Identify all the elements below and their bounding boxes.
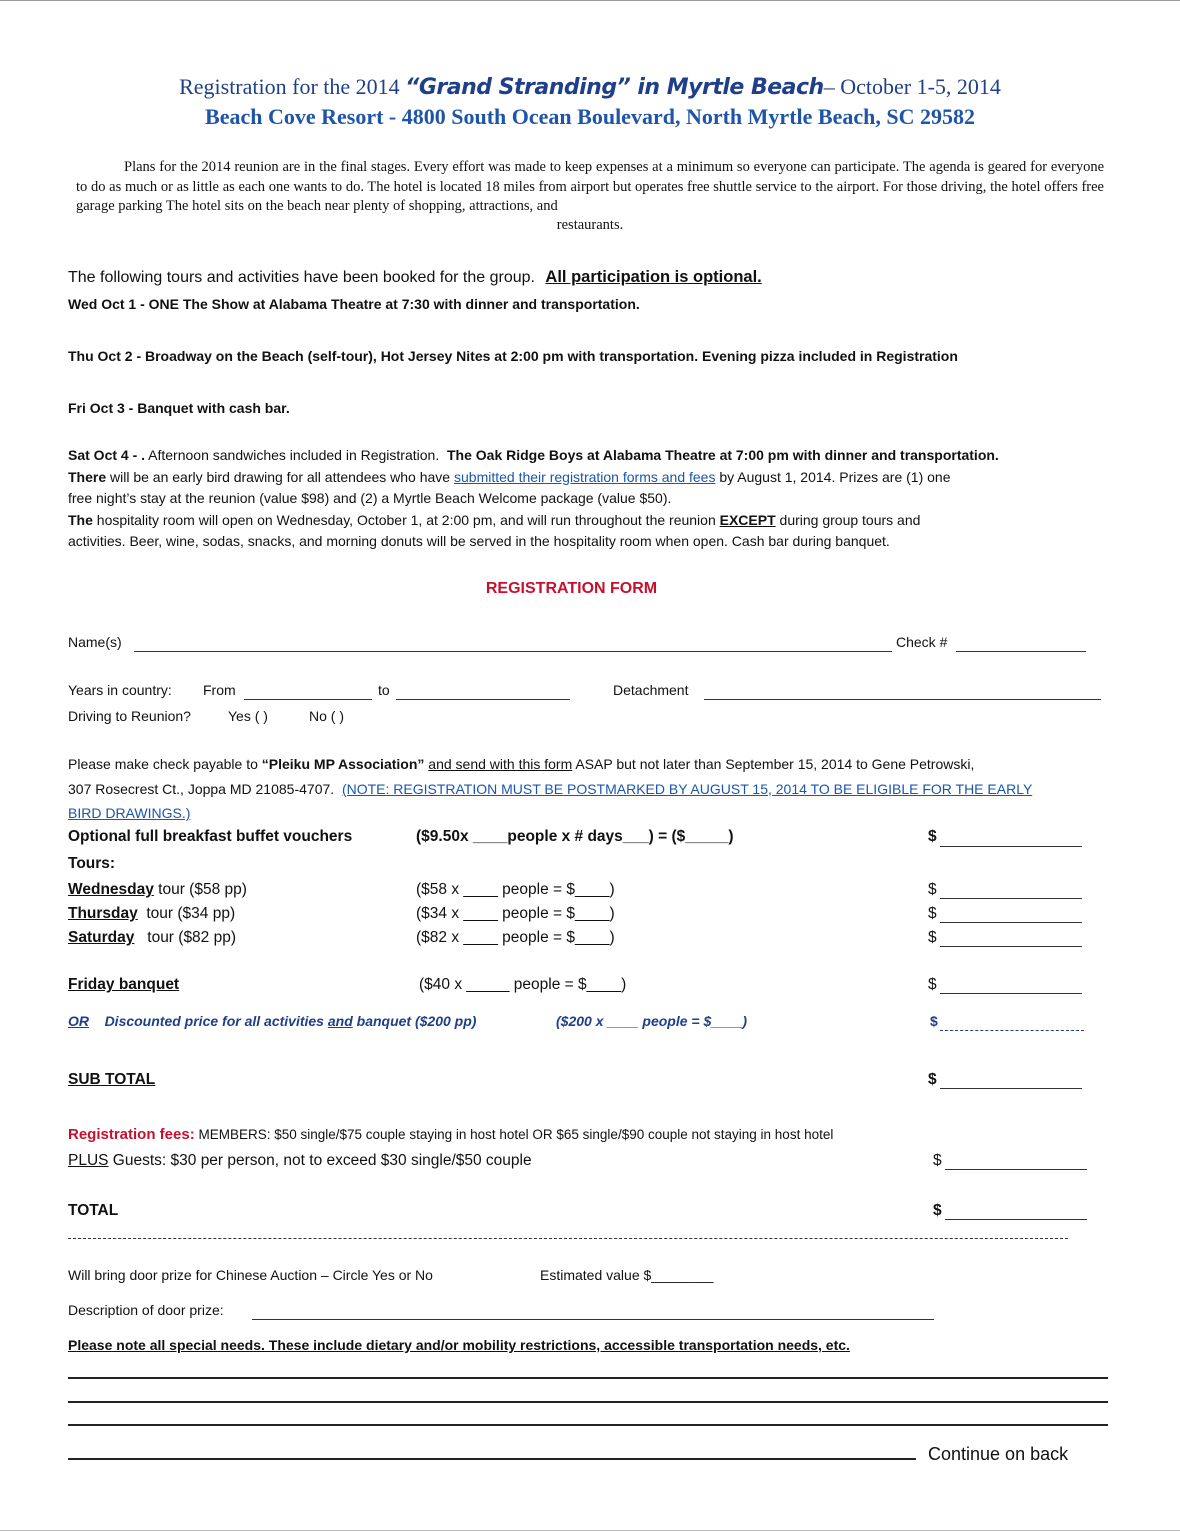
hosp-except: EXCEPT xyxy=(719,511,776,528)
payable-send: and send with this form xyxy=(428,756,573,772)
subtotal-label: SUB TOTAL xyxy=(68,1071,156,1088)
section-divider xyxy=(68,1238,1068,1239)
tour-saturday-amount[interactable] xyxy=(940,946,1082,947)
title-prefix: Registration for the 2014 xyxy=(179,74,406,99)
payable-b: ASAP but not later than September 15, 2014 to Gene Petrowski, xyxy=(572,756,975,772)
there-b: by August 1, 2014. Prizes are (1) one xyxy=(715,468,951,485)
tour-saturday-dollar: $ xyxy=(928,929,937,946)
page-top-border xyxy=(0,0,1180,1)
door-prize-line[interactable]: Will bring door prize for Chinese Auction – Circle Yes or No xyxy=(68,1267,433,1283)
activities-lead-text: The following tours and activities have been booked for the group. xyxy=(68,269,535,286)
special-needs-line-2[interactable] xyxy=(68,1401,1108,1403)
description-label: Description of door prize: xyxy=(68,1302,224,1318)
postmark-note-end[interactable]: BIRD DRAWINGS.) xyxy=(68,805,191,821)
tour-saturday-desc: tour ($82 pp) xyxy=(134,929,237,946)
activity-fri: Fri Oct 3 - Banquet with cash bar. xyxy=(68,400,290,416)
early-bird-prizes: free night’s stay at the reunion (value $98) and (2) a Myrtle Beach Welcome package (value $50). xyxy=(68,490,672,506)
there-a: will be an early bird drawing for all attendees who have xyxy=(106,468,454,485)
total-label: TOTAL xyxy=(68,1202,119,1219)
total-dollar: $ xyxy=(933,1202,942,1219)
years-to-field[interactable] xyxy=(396,699,570,700)
tour-wednesday xyxy=(68,881,247,899)
early-bird-line xyxy=(68,467,1118,489)
tour-wednesday-dollar: $ xyxy=(928,881,937,898)
driving-label: Driving to Reunion? xyxy=(68,708,191,724)
sat-label: Sat Oct 4 - . xyxy=(68,447,146,463)
guests-text: Guests: $30 per person, not to exceed $30 single/$50 couple xyxy=(108,1152,532,1169)
guests-line xyxy=(68,1152,532,1170)
tour-wednesday-desc: tour ($58 pp) xyxy=(153,881,247,898)
breakfast-amount-field[interactable] xyxy=(940,846,1082,847)
plus-label: PLUS xyxy=(68,1152,109,1169)
special-needs-line-3[interactable] xyxy=(68,1424,1108,1426)
tour-saturday-day: Saturday xyxy=(68,929,135,946)
activity-wed: Wed Oct 1 - ONE The Show at Alabama Theatre at 7:30 with dinner and transportation. xyxy=(68,296,640,312)
driving-yes-option[interactable]: Yes ( ) xyxy=(228,708,268,724)
special-needs-note: Please note all special needs. These include dietary and/or mobility restrictions, accessible transportation needs, etc. xyxy=(68,1337,850,1353)
hosp-b: during group tours and xyxy=(775,511,921,528)
from-label: From xyxy=(203,682,236,698)
hosp-a: hospitality room will open on Wednesday, October 1, at 2:00 pm, and will run throughout the reunion xyxy=(92,511,720,528)
discount-b: banquet ($200 pp) xyxy=(352,1013,477,1029)
estimated-value[interactable]: Estimated value $________ xyxy=(540,1267,714,1283)
to-label: to xyxy=(378,682,390,698)
or-label: OR xyxy=(68,1013,89,1029)
banquet-formula: ($40 x _____ people = $____) xyxy=(419,976,627,993)
tour-wednesday-formula: ($58 x ____ people = $____) xyxy=(416,881,615,898)
names-label: Name(s) xyxy=(68,634,122,650)
address-line xyxy=(68,777,1118,802)
hosp-bold: The xyxy=(68,511,93,528)
subtotal-amount[interactable] xyxy=(940,1088,1082,1089)
payable-line xyxy=(68,752,1118,777)
breakfast-dollar: $ xyxy=(928,828,937,845)
hospitality-line-2: activities. Beer, wine, sodas, snacks, and morning donuts will be served in the hospitality room when open. Cash bar during banquet. xyxy=(68,533,890,549)
detachment-label: Detachment xyxy=(613,682,689,698)
guests-amount[interactable] xyxy=(945,1169,1087,1170)
discount-and: and xyxy=(327,1013,353,1029)
registration-form-heading: REGISTRATION FORM xyxy=(485,580,658,597)
tour-thursday-desc: tour ($34 pp) xyxy=(137,905,236,922)
tour-saturday xyxy=(68,929,236,947)
optional-note: All participation is optional. xyxy=(545,268,762,286)
names-field[interactable] xyxy=(134,651,892,652)
continue-on-back: Continue on back xyxy=(928,1444,1069,1464)
registration-fees-line xyxy=(68,1126,833,1143)
sat-oak-ridge: The Oak Ridge Boys at Alabama Theatre at 7:00 pm with dinner and transportation. xyxy=(447,447,999,463)
breakfast-label: Optional full breakfast buffet vouchers xyxy=(68,828,353,845)
total-amount[interactable] xyxy=(945,1219,1087,1220)
discount-line xyxy=(68,1013,476,1029)
mailing-address: 307 Rosecrest Ct., Joppa MD 21085-4707. xyxy=(68,780,335,797)
discount-amount[interactable] xyxy=(940,1030,1084,1031)
discount-formula: ($200 x ____ people = $____) xyxy=(556,1013,748,1029)
breakfast-formula: ($9.50x ____people x # days___) = ($_____) xyxy=(416,828,734,845)
special-needs-line-1[interactable] xyxy=(68,1377,1108,1379)
check-label: Check # xyxy=(896,634,948,650)
years-from-field[interactable] xyxy=(244,699,372,700)
intro-paragraph: Plans for the 2014 reunion are in the final stages. Every effort was made to keep expenses at a minimum so everyone can participate. The agenda is geared for everyone to do as much or as little as each one wants to do. The hotel is located 18 miles from airport but operates free shuttle service to the airport. For those driving, the hotel offers free garage parking The hotel sits on the beach near plenty of shopping, attractions, and xyxy=(76,159,1104,214)
page-title xyxy=(0,74,1180,100)
registration-fees-label: Registration fees: xyxy=(68,1126,195,1143)
detachment-field[interactable] xyxy=(704,699,1101,700)
tour-saturday-formula: ($82 x ____ people = $____) xyxy=(416,929,615,946)
tour-thursday-dollar: $ xyxy=(928,905,937,922)
banquet-dollar: $ xyxy=(928,976,937,993)
activities-lead xyxy=(68,268,762,287)
years-label: Years in country: xyxy=(68,682,172,698)
there-bold: There xyxy=(68,468,107,485)
activity-sat xyxy=(68,445,1118,467)
tour-wednesday-day: Wednesday xyxy=(68,881,154,898)
tour-thursday-formula: ($34 x ____ people = $____) xyxy=(416,905,615,922)
postmark-note[interactable]: (NOTE: REGISTRATION MUST BE POSTMARKED BY AUGUST 15, 2014 TO BE ELIGIBLE FOR THE EARLY xyxy=(341,780,1033,797)
registration-fees-text: MEMBERS: $50 single/$75 couple staying in host hotel OR $65 single/$90 couple not staying in host hotel xyxy=(194,1127,834,1142)
sat-sandwiches: Afternoon sandwiches included in Registration. xyxy=(145,447,440,463)
subtotal-dollar: $ xyxy=(928,1071,937,1088)
banquet-amount[interactable] xyxy=(940,993,1082,994)
banquet-label: Friday banquet xyxy=(68,976,180,993)
description-field[interactable] xyxy=(252,1319,934,1320)
check-number-field[interactable] xyxy=(956,651,1086,652)
title-event: “Grand Stranding” in Myrtle Beach xyxy=(405,75,824,100)
title-suffix: – October 1-5, 2014 xyxy=(823,74,1001,99)
activity-thu: Thu Oct 2 - Broadway on the Beach (self-tour), Hot Jersey Nites at 2:00 pm with transportation. Evening pizza included in Registration xyxy=(68,348,958,364)
payable-association: “Pleiku MP Association” xyxy=(261,756,425,772)
tour-thursday xyxy=(68,905,235,923)
tour-wednesday-amount[interactable] xyxy=(940,898,1082,899)
discount-a: Discounted price for all activities xyxy=(104,1013,328,1029)
intro-paragraph-end: restaurants. xyxy=(556,217,624,233)
registration-forms-link[interactable]: submitted their registration forms and fees xyxy=(454,468,716,485)
venue-line: Beach Cove Resort - 4800 South Ocean Boulevard, North Myrtle Beach, SC 29582 xyxy=(205,104,975,129)
payable-a: Please make check payable to xyxy=(68,756,262,772)
tour-thursday-day: Thursday xyxy=(68,905,138,922)
discount-dollar: $ xyxy=(930,1013,938,1029)
tours-label: Tours: xyxy=(68,855,116,872)
hospitality-line xyxy=(68,510,1118,532)
activity-sat-block xyxy=(68,445,1118,553)
guests-dollar: $ xyxy=(933,1152,942,1169)
tour-thursday-amount[interactable] xyxy=(940,922,1082,923)
special-needs-line-4[interactable] xyxy=(68,1458,916,1460)
payment-instructions xyxy=(68,752,1118,826)
driving-no-option[interactable]: No ( ) xyxy=(309,708,344,724)
